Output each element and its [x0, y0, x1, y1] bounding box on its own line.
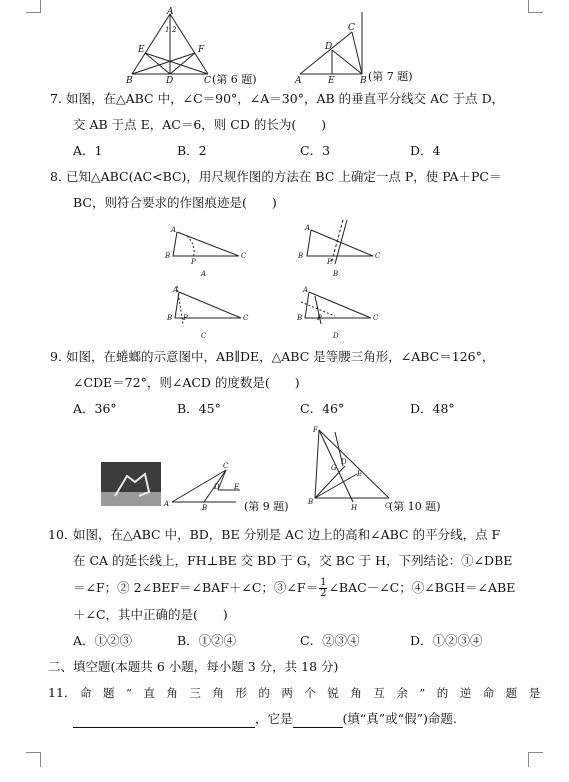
q7-option-b: B．2 — [177, 143, 207, 158]
q11-end-text: (填“真”或“假”)命题. — [342, 711, 457, 726]
q10-line-3-end: ∠BAC－∠C；④∠BGH＝∠ABE — [328, 580, 516, 595]
q8-figure-a — [165, 222, 245, 277]
fig7-label-b: B — [360, 76, 367, 86]
svg-text:C: C — [375, 252, 381, 260]
fig10-label-d: D — [341, 458, 347, 466]
q9-line-2: ∠CDE＝72°，则∠ACD 的度数是( ) — [73, 375, 300, 390]
svg-text:A: A — [305, 224, 311, 232]
svg-text:P: P — [317, 314, 322, 322]
fig10-label-b: B — [308, 498, 314, 506]
fig7-label-d: D — [325, 42, 333, 52]
svg-text:A: A — [164, 500, 170, 508]
fig10-label-g: G — [331, 464, 337, 472]
q11-line-1: 命 题 “ 直 角 三 角 形 的 两 个 锐 角 互 余 ” 的 逆 命 题 是 — [80, 686, 541, 700]
fig10-caption: (第 10 题) — [389, 500, 441, 513]
fig6-label-a: A — [167, 7, 174, 17]
fraction-denominator: 2 — [320, 588, 327, 599]
fig6-label-b: B — [126, 76, 133, 86]
svg-text:C: C — [373, 314, 379, 322]
section-2-heading: 二、填空题(本题共 6 小题，每小题 3 分，共 18 分) — [48, 659, 339, 674]
q10-option-d: D．①②③④ — [410, 633, 483, 648]
q10-line-4: ＋∠C，其中正确的是( ) — [73, 607, 228, 622]
q9-option-c: C．46° — [300, 401, 345, 416]
figure-7 — [290, 12, 430, 86]
svg-text:E: E — [234, 483, 240, 491]
svg-text:B: B — [298, 252, 304, 260]
q7-option-a: A．1 — [73, 143, 103, 158]
q8-line-1: 已知△ABC(AC<BC)，用尺规作图的方法在 BC 上确定一点 P，使 PA＋PC＝ — [66, 169, 502, 184]
svg-text:C: C — [223, 462, 229, 470]
q10-number: 10． — [48, 527, 77, 542]
q9-line-1: 如图，在蜷螂的示意图中，AB∥DE，△ABC 是等腰三角形，∠ABC＝126°， — [66, 349, 495, 364]
q7-option-c: C．3 — [300, 143, 331, 158]
fig10-label-f: F — [313, 426, 318, 434]
q10-line-1: 如图，在△ABC 中，BD，BE 分别是 AC 边上的高和∠ABC 的平分线，点 F — [73, 527, 501, 542]
svg-text:B: B — [297, 314, 303, 322]
svg-text:B: B — [165, 252, 171, 260]
q11-mid-text: ，它是 — [255, 711, 293, 726]
q10-option-c: C．②③④ — [300, 633, 360, 648]
fig6-label-1: 1 — [165, 26, 170, 34]
q8-number: 8． — [50, 169, 71, 184]
fig7-label-e: E — [328, 76, 335, 86]
corner-mark-bottom-right — [528, 752, 543, 767]
figure-6 — [120, 7, 270, 86]
fig7-caption: (第 7 题) — [368, 70, 413, 83]
q10-line-3-start: ＝∠F；② 2∠BEF＝∠BAF＋∠C；③∠F＝ — [73, 580, 319, 595]
svg-text:A: A — [303, 286, 309, 294]
svg-text:A: A — [173, 286, 179, 294]
q10-line-3 — [73, 578, 515, 599]
mantis-photo — [101, 462, 161, 506]
corner-mark-top-left — [26, 0, 41, 13]
q8-figure-label-d: D — [333, 332, 339, 340]
fig10-label-e: E — [357, 470, 363, 478]
q11-number: 11． — [48, 685, 77, 700]
q7-number: 7． — [50, 91, 71, 106]
answer-blank-2[interactable] — [293, 711, 343, 728]
fig6-label-c: C — [204, 76, 211, 86]
fig6-label-e: E — [138, 45, 145, 55]
q8-figure-label-c: C — [201, 332, 207, 340]
q8-line-2: BC，则符合要求的作图痕迹是( ) — [73, 195, 277, 210]
q9-option-a: A．36° — [73, 401, 117, 416]
q9-number: 9． — [50, 349, 71, 364]
fig6-label-2: 2 — [172, 26, 177, 34]
svg-text:P: P — [183, 314, 188, 322]
svg-text:C: C — [243, 314, 249, 322]
q10-option-b: B．①②④ — [177, 633, 237, 648]
q10-option-a: A．①②③ — [73, 633, 133, 648]
q9-option-d: D．48° — [410, 401, 455, 416]
fig7-label-c: C — [348, 23, 355, 33]
half-fraction — [319, 578, 327, 599]
q8-figure-d — [295, 284, 380, 342]
corner-mark-top-right — [528, 0, 543, 13]
q8-figure-label-b: B — [333, 270, 339, 278]
q10-line-2: 在 CA 的延长线上，FH⊥BE 交 BD 于 G，交 BC 于 H，下列结论：①∠DBE — [73, 553, 513, 568]
q7-line-2: 交 AB 于点 E，AC＝6，则 CD 的长为( ) — [73, 117, 327, 132]
fig6-caption: (第 6 题) — [212, 73, 257, 86]
corner-mark-bottom-left — [26, 752, 41, 767]
svg-text:C: C — [241, 252, 247, 260]
answer-blank-1[interactable] — [73, 711, 255, 728]
fraction-numerator: 1 — [320, 577, 327, 588]
svg-text:P: P — [327, 258, 332, 266]
svg-text:A: A — [171, 226, 177, 234]
fig10-label-c: C — [385, 502, 391, 510]
q8-figure-b — [295, 218, 380, 278]
fig6-label-d: D — [166, 76, 174, 86]
svg-text:B: B — [167, 314, 173, 322]
q7-option-d: D．4 — [410, 143, 441, 158]
fig7-label-a: A — [295, 76, 302, 86]
svg-text:P: P — [191, 258, 196, 266]
fig9-caption: (第 9 题) — [244, 500, 289, 513]
svg-text:B: B — [202, 504, 208, 512]
q8-figure-label-a: A — [201, 270, 207, 278]
figure-10 — [305, 422, 475, 518]
svg-text:D: D — [214, 483, 220, 491]
q9-option-b: B．45° — [177, 401, 221, 416]
fig6-label-f: F — [198, 45, 205, 55]
fig10-label-h: H — [351, 504, 358, 512]
q8-figure-c — [165, 284, 250, 342]
q7-line-1: 如图，在△ABC 中，∠C＝90°，∠A＝30°，AB 的垂直平分线交 AC 于点 D， — [66, 91, 505, 106]
q11-line-2 — [73, 710, 457, 728]
